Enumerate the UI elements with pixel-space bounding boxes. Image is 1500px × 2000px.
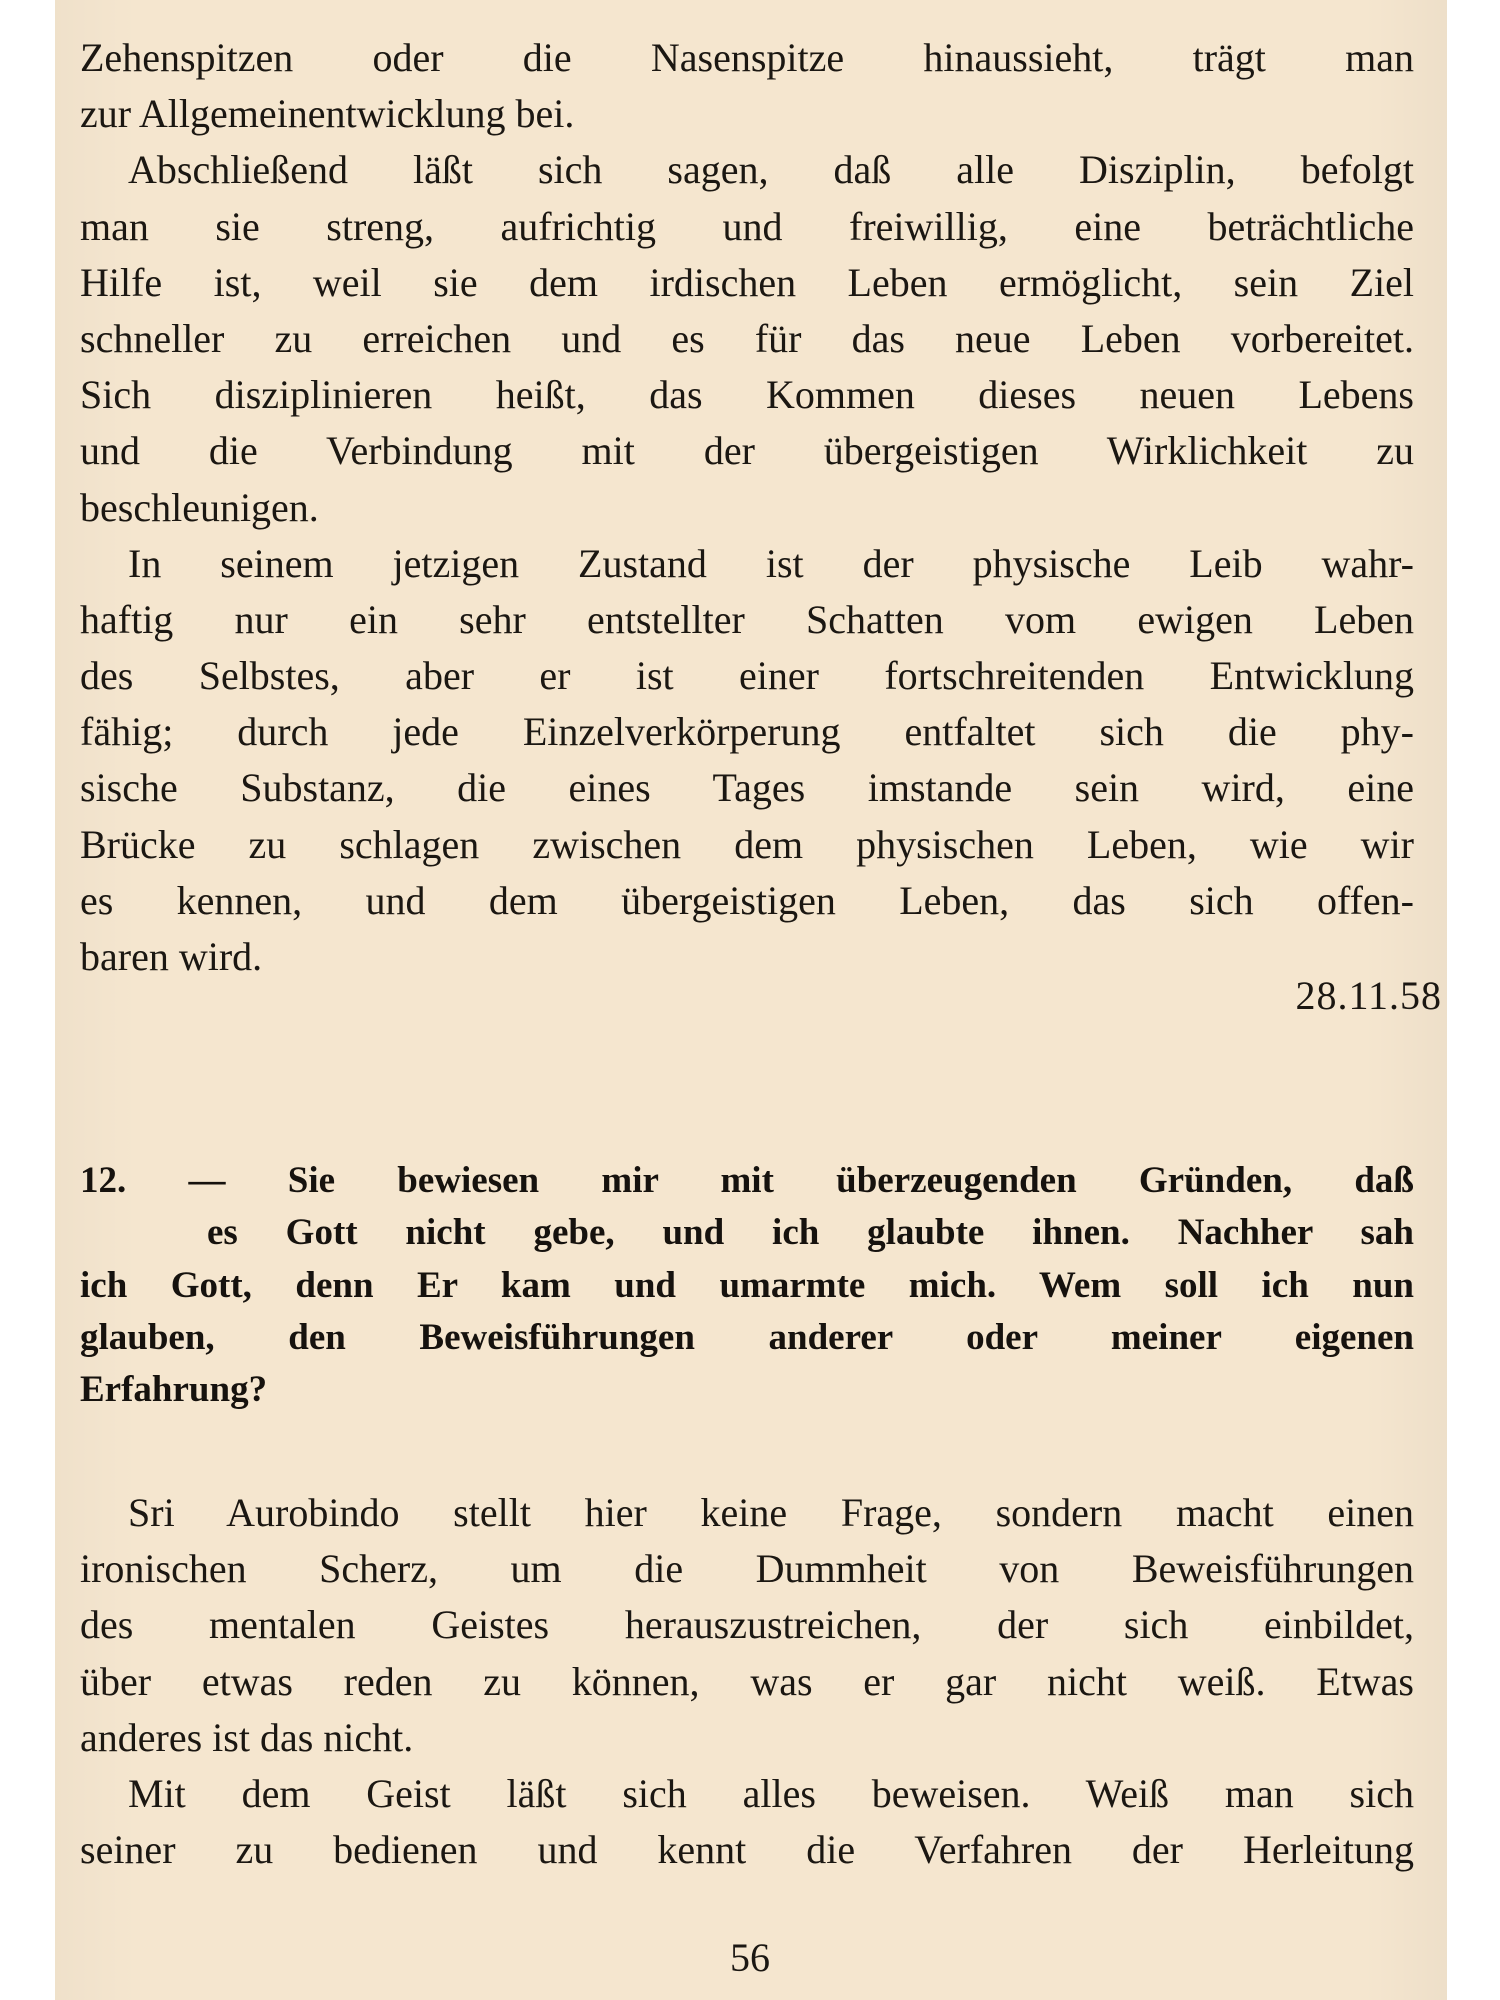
text-line: anderes ist das nicht. — [80, 1714, 414, 1760]
text-block-answer — [80, 1485, 1414, 1878]
text-line: ironischen Scherz, um die Dummheit von Beweisführungen — [80, 1546, 1414, 1592]
question-line: ich Gott, denn Er kam und umarmte mich. Wem soll ich nun — [80, 1264, 1414, 1306]
text-line: des mentalen Geistes herauszustreichen, der sich einbildet, — [80, 1602, 1414, 1648]
text-line: fähig; durch jede Einzelverkörperung entfaltet sich die phy- — [80, 709, 1414, 755]
text-line: baren wird. — [80, 934, 263, 979]
page-number: 56 — [730, 1935, 770, 1980]
question-line: Erfahrung? — [80, 1369, 268, 1411]
text-line: über etwas reden zu können, was er gar nicht weiß. Etwas — [80, 1658, 1414, 1704]
text-line: schneller zu erreichen und es für das neue Leben vorbereitet. — [80, 315, 1414, 361]
text-line: man sie streng, aufrichtig und freiwillig, eine beträchtliche — [80, 203, 1414, 249]
aphorism-question — [80, 1155, 1414, 1416]
text-line: Zehenspitzen oder die Nasenspitze hinaussieht, trägt man — [80, 35, 1414, 80]
text-line: beschleunigen. — [80, 484, 319, 530]
text-line: und die Verbindung mit der übergeistigen Wirklichkeit zu — [80, 428, 1414, 474]
text-line: Sich disziplinieren heißt, das Kommen dieses neuen Lebens — [80, 372, 1414, 418]
question-line: es Gott nicht gebe, und ich glaubte ihnen. Nachher sah — [207, 1212, 1414, 1254]
question-line: glauben, den Beweisführungen anderer oder meiner eigenen — [80, 1316, 1414, 1358]
text-line: zur Allgemeinentwicklung bei. — [80, 91, 575, 137]
text-line: es kennen, und dem übergeistigen Leben, das sich offen- — [80, 877, 1414, 923]
text-line: In seinem jetzigen Zustand ist der physische Leib wahr- — [128, 540, 1414, 586]
text-line: Hilfe ist, weil sie dem irdischen Leben ermöglicht, sein Ziel — [80, 259, 1414, 305]
entry-date: 28.11.58 — [1295, 973, 1442, 1018]
question-line: 12. — Sie bewiesen mir mit überzeugenden Gründen, daß — [80, 1160, 1414, 1201]
text-block-discipline — [80, 30, 1414, 985]
text-line: sische Substanz, die eines Tages imstande sein wird, eine — [80, 765, 1414, 811]
text-line: seiner zu bedienen und kennt die Verfahren der Herleitung — [80, 1827, 1414, 1873]
text-line: Abschließend läßt sich sagen, daß alle Disziplin, befolgt — [128, 147, 1414, 193]
text-line: haftig nur ein sehr entstellter Schatten vom ewigen Leben — [80, 596, 1414, 642]
text-line: des Selbstes, aber er ist einer fortschreitenden Entwicklung — [80, 653, 1414, 699]
text-line: Sri Aurobindo stellt hier keine Frage, sondern macht einen — [128, 1490, 1414, 1535]
text-line: Brücke zu schlagen zwischen dem physischen Leben, wie wir — [80, 821, 1414, 867]
text-line: Mit dem Geist läßt sich alles beweisen. Weiß man sich — [128, 1770, 1414, 1816]
